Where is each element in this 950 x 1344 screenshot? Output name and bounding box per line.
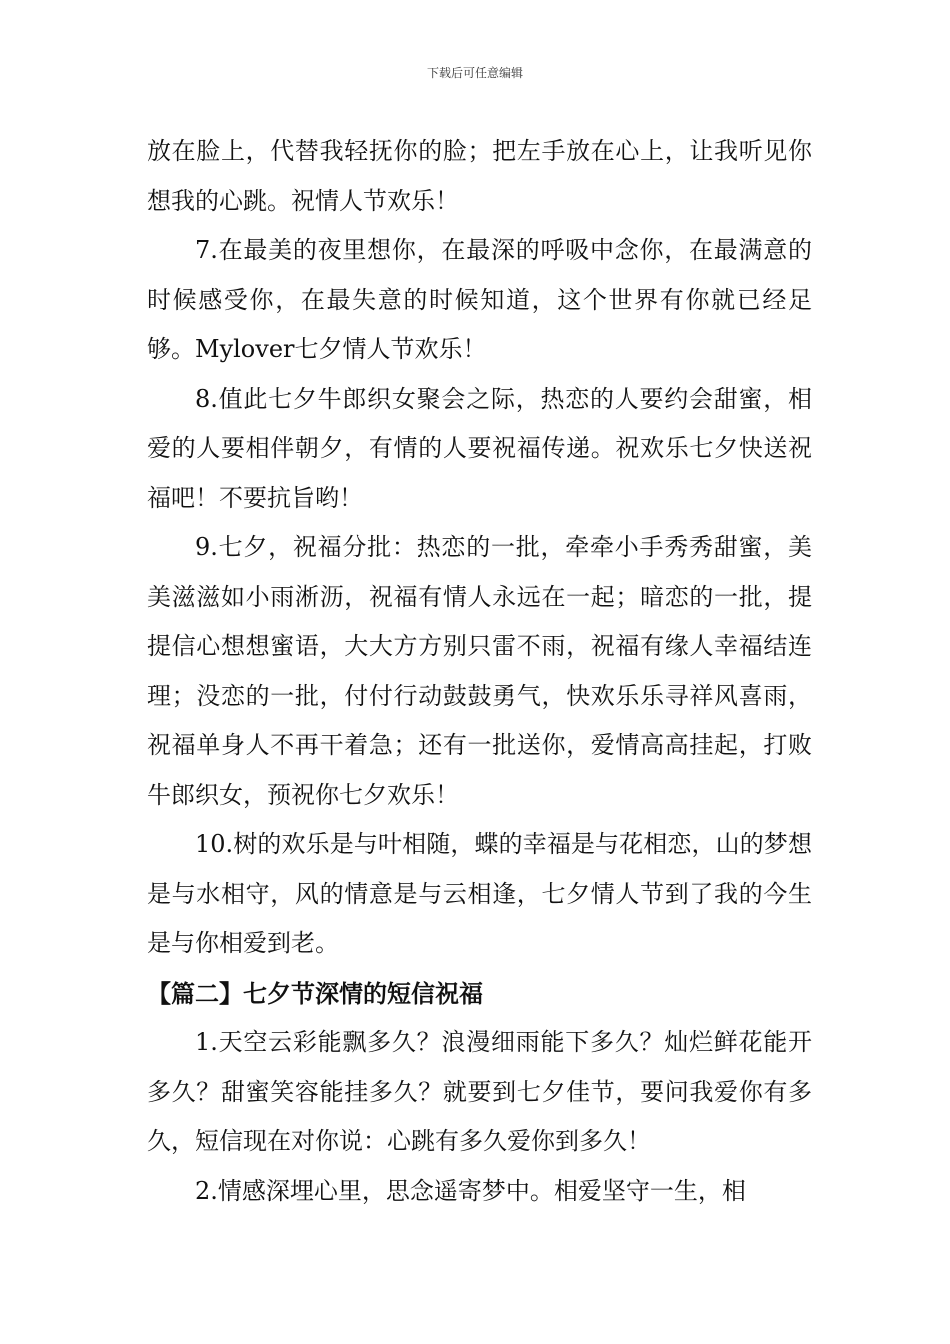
paragraph-section2-item-2: 2.情感深埋心里，思念遥寄梦中。相爱坚守一生，相 [195,1176,746,1205]
paragraph-item-10: 10.树的欢乐是与叶相随，蝶的幸福是与花相恋，山的梦想是与水相守，风的情意是与云相逢，七夕情人节到了我的今生是与你相爱到老。 [147,830,812,957]
paragraph-section2-item-1: 1.天空云彩能飘多久？浪漫细雨能下多久？灿烂鲜花能开多久？甜蜜笑容能挂多久？就要到七夕佳节，要问我爱你有多久，短信现在对你说：心跳有多久爱你到多久！ [147,1028,812,1155]
paragraph-item-8: 8.值此七夕牛郎织女聚会之际，热恋的人要约会甜蜜，相爱的人要相伴朝夕，有情的人要祝福传递。祝欢乐七夕快送祝福吧！不要抗旨哟！ [147,384,812,512]
document-body [147,127,812,1216]
paragraph-continuation: 放在脸上，代替我轻抚你的脸；把左手放在心上，让我听见你想我的心跳。祝情人节欢乐！ [147,137,812,215]
section-heading: 【篇二】七夕节深情的短信祝福 [147,978,483,1008]
page-header-note: 下载后可任意编辑 [426,66,523,80]
paragraph-item-7: 7.在最美的夜里想你，在最深的呼吸中念你，在最满意的时候感受你，在最失意的时候知道，这个世界有你就已经足够。Mylover七夕情人节欢乐！ [147,236,812,363]
paragraph-item-9: 9.七夕，祝福分批：热恋的一批，牵牵小手秀秀甜蜜，美美滋滋如小雨淅沥，祝福有情人永远在一起；暗恋的一批，提提信心想想蜜语，大大方方别只雷不雨，祝福有缘人幸福结连理；没恋的一批，付付行动鼓鼓勇气，快欢乐乐寻祥风喜雨，祝福单身人不再干着急；还有一批送你，爱情高高挂起，打败牛郎织女，预祝你七夕欢乐！ [147,533,812,809]
